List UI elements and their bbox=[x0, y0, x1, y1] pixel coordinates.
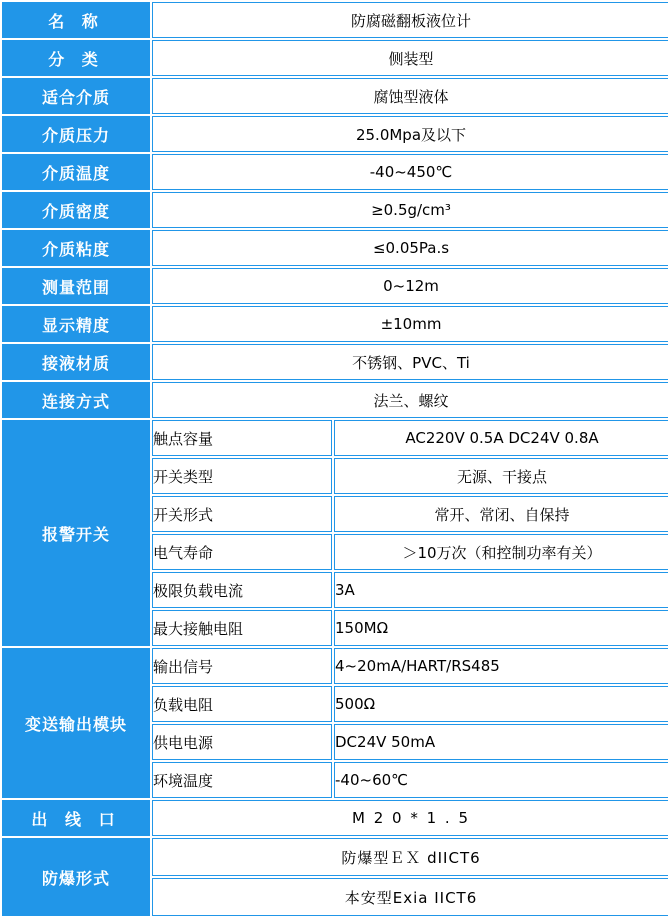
table-row bbox=[2, 192, 668, 228]
row-value-category: 侧装型 bbox=[152, 40, 668, 76]
row-label-category: 分 类 bbox=[2, 40, 150, 76]
alarm-key-electrical-life: 电气寿命 bbox=[152, 534, 332, 570]
alarm-value-limit-load-current: 3A bbox=[334, 572, 668, 608]
table-row bbox=[2, 116, 668, 152]
group-label-transmitter-module: 变送输出模块 bbox=[2, 648, 150, 798]
alarm-key-limit-load-current: 极限负载电流 bbox=[152, 572, 332, 608]
alarm-value-switch-form: 常开、常闭、自保持 bbox=[334, 496, 668, 532]
transmitter-value-output-signal: 4~20mA/HART/RS485 bbox=[334, 648, 668, 684]
row-label-range: 测量范围 bbox=[2, 268, 150, 304]
table-row bbox=[2, 2, 668, 38]
alarm-key-switch-form: 开关形式 bbox=[152, 496, 332, 532]
table-row bbox=[2, 344, 668, 380]
alarm-value-max-contact-resistance: 150MΩ bbox=[334, 610, 668, 646]
row-label-name: 名 称 bbox=[2, 2, 150, 38]
transmitter-value-power-supply: DC24V 50mA bbox=[334, 724, 668, 760]
row-value-density: ≥0.5g/cm³ bbox=[152, 192, 668, 228]
alarm-key-switch-type: 开关类型 bbox=[152, 458, 332, 494]
transmitter-value-ambient-temperature: -40~60℃ bbox=[334, 762, 668, 798]
row-label-accuracy: 显示精度 bbox=[2, 306, 150, 342]
row-label-viscosity: 介质粘度 bbox=[2, 230, 150, 266]
table-row bbox=[2, 40, 668, 76]
row-value-accuracy: ±10mm bbox=[152, 306, 668, 342]
table-row bbox=[2, 230, 668, 266]
group-label-explosion-proof: 防爆形式 bbox=[2, 838, 150, 916]
row-value-range: 0~12m bbox=[152, 268, 668, 304]
table-row bbox=[2, 800, 668, 836]
row-value-name: 防腐磁翻板液位计 bbox=[152, 2, 668, 38]
row-label-wetted-material: 接液材质 bbox=[2, 344, 150, 380]
row-label-temperature: 介质温度 bbox=[2, 154, 150, 190]
transmitter-key-load-resistance: 负载电阻 bbox=[152, 686, 332, 722]
explosion-proof-value-2: 本安型Exia IICT6 bbox=[152, 878, 668, 916]
transmitter-key-ambient-temperature: 环境温度 bbox=[152, 762, 332, 798]
alarm-value-contact-capacity: AC220V 0.5A DC24V 0.8A bbox=[334, 420, 668, 456]
group-label-alarm-switch: 报警开关 bbox=[2, 420, 150, 646]
table-row bbox=[2, 306, 668, 342]
alarm-value-switch-type: 无源、干接点 bbox=[334, 458, 668, 494]
alarm-value-electrical-life: ＞10万次（和控制功率有关） bbox=[334, 534, 668, 570]
table-row bbox=[2, 648, 668, 684]
row-label-pressure: 介质压力 bbox=[2, 116, 150, 152]
alarm-key-contact-capacity: 触点容量 bbox=[152, 420, 332, 456]
explosion-proof-value-1: 防爆型ＥＸ dIICT6 bbox=[152, 838, 668, 876]
row-value-viscosity: ≤0.05Pa.s bbox=[152, 230, 668, 266]
table-row bbox=[2, 838, 668, 876]
row-value-wetted-material: 不锈钢、PVC、Ti bbox=[152, 344, 668, 380]
row-value-temperature: -40~450℃ bbox=[152, 154, 668, 190]
row-label-outlet: 出 线 口 bbox=[2, 800, 150, 836]
table-row bbox=[2, 154, 668, 190]
row-value-medium: 腐蚀型液体 bbox=[152, 78, 668, 114]
table-row bbox=[2, 268, 668, 304]
transmitter-value-load-resistance: 500Ω bbox=[334, 686, 668, 722]
row-label-medium: 适合介质 bbox=[2, 78, 150, 114]
row-label-connection: 连接方式 bbox=[2, 382, 150, 418]
row-label-density: 介质密度 bbox=[2, 192, 150, 228]
table-row bbox=[2, 382, 668, 418]
transmitter-key-power-supply: 供电电源 bbox=[152, 724, 332, 760]
alarm-key-max-contact-resistance: 最大接触电阻 bbox=[152, 610, 332, 646]
table-row bbox=[2, 420, 668, 456]
table-row bbox=[2, 78, 668, 114]
transmitter-key-output-signal: 输出信号 bbox=[152, 648, 332, 684]
row-value-outlet: M 2 0 * 1 . 5 bbox=[152, 800, 668, 836]
row-value-pressure: 25.0Mpa及以下 bbox=[152, 116, 668, 152]
row-value-connection: 法兰、螺纹 bbox=[152, 382, 668, 418]
